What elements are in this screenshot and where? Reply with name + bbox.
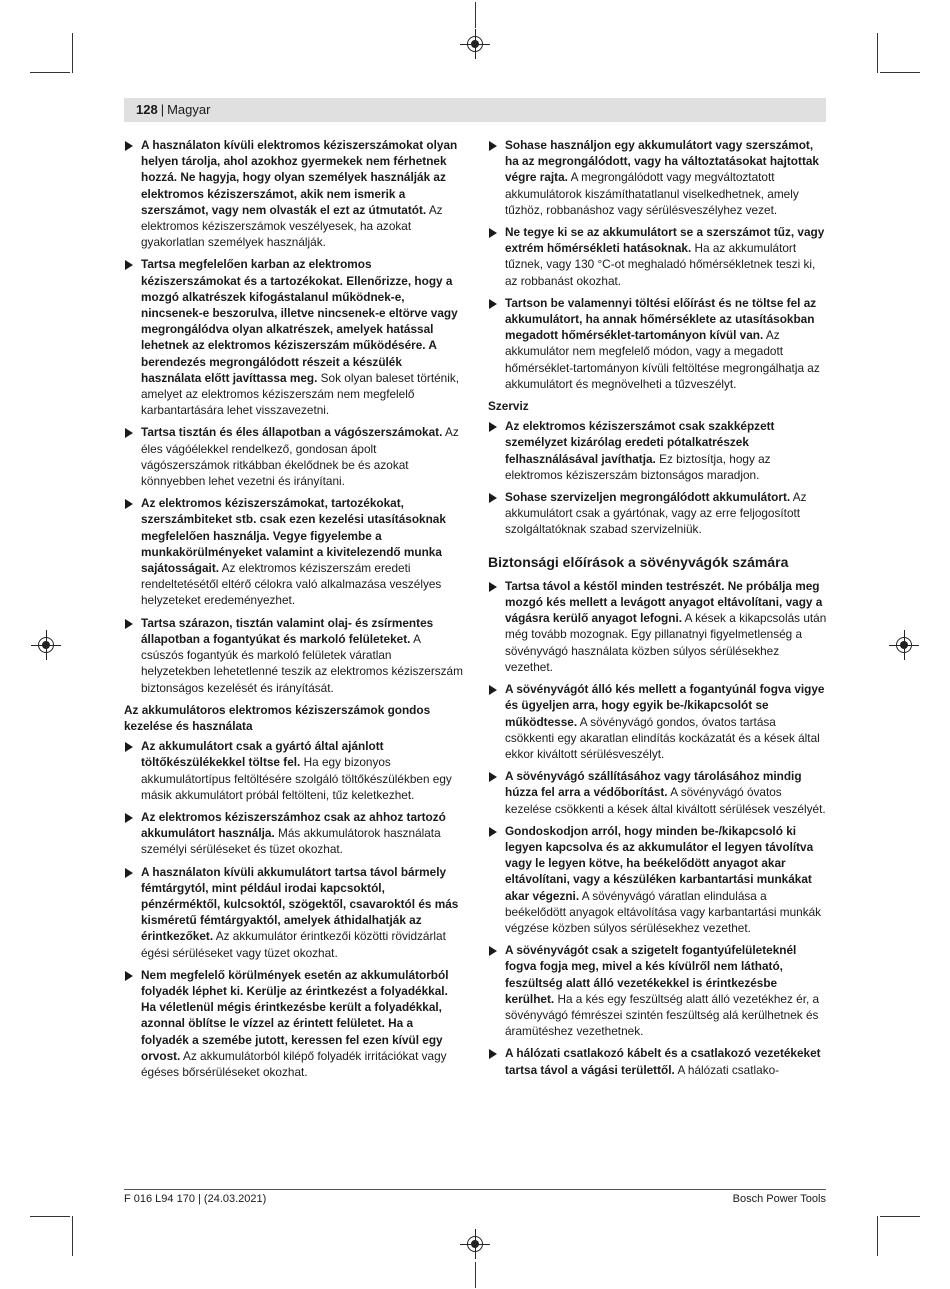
item-text: Az akkumulátort csak a gyártónak, vagy az erre feljogosított szolgáltatóknak szabad szervizelniük. <box>505 490 807 537</box>
item-text: Más akkumulátorok használata személyi sérüléseket és tüzet okozhat. <box>141 826 441 857</box>
item-bold-text: Tartsa megfelelően karban az elektromos kéziszerszámokat és a tartozékokat. Ellenőrizze, hogy a mozgó alkatrészek kifogástalanul működnek-e, nincsenek-e beszorulva, illetve nincsenek-e eltörve vagy megrongálódva olyan alkatrészek, amelyek hatással lehetnek az elektromos kéziszerszám működésére. A berendezés megrongálódott részeit a készülék használata előtt javíttassa meg. <box>141 257 458 385</box>
list-item <box>488 681 828 762</box>
left-subheading: Az akkumulátoros elektromos kéziszerszámok gondos kezelése és használata <box>124 702 431 733</box>
item-text: Sok olyan baleset történik, amelyet az elektromos kéziszerszám nem megfelelő karbantartására lehet visszavezetni. <box>141 370 460 418</box>
list-item <box>488 137 828 218</box>
footer-code: F 016 L94 170 | (24.03.2021) <box>124 1193 267 1205</box>
list-item <box>488 418 828 483</box>
item-text: Ha egy bizonyos akkumulátortípus feltöltésére szolgáló töltőkészülékben egy másik akkumulátort próbál feltölteni, tűz keletkezhet. <box>141 755 452 802</box>
registration-mark <box>896 637 912 653</box>
item-bold-text: Ne tegye ki se az akkumulátort se a szerszámot tűz, vagy extrém hőmérsékleti hatásoknak. <box>505 225 825 256</box>
right-items-b <box>488 418 828 537</box>
right-column <box>488 137 828 1084</box>
item-text: Az éles vágóélekkel rendelkező, gondosan ápolt vágószerszámok ritkábban ékelődnek be és azokat könnyebben lehet vezetni és irányítani. <box>141 425 459 489</box>
item-bold-text: Tartsa tisztán és éles állapotban a vágószerszámokat. <box>141 425 443 440</box>
list-item <box>488 942 828 1039</box>
footer-brand: Bosch Power Tools <box>732 1193 826 1205</box>
item-bold-text: Nem megfelelő körülmények esetén az akkumulátorból folyadék léphet ki. Kerülje az érintkezést a folyadékkal. Ha véletlenül mégis érintkezésbe került a folyadékkal, azonnal öblítse le vízzel az érintett felületet. Ha a folyadék a szemébe jutott, keressen fel ezen kívül egy orvost. <box>141 967 449 1063</box>
list-item <box>488 295 828 392</box>
item-bold-text: A hálózati csatlakozó kábelt és a csatlakozó vezetékeket tartsa távol a vágási területtől. <box>505 1046 821 1077</box>
crop-mark <box>475 2 476 28</box>
item-bold-text: Sohase használjon egy akkumulátort vagy szerszámot, ha az megrongálódott, vagy ha változtatásokat hajtottak végre rajta. <box>505 138 819 185</box>
item-bold-text: Az elektromos kéziszerszámhoz csak az ahhoz tartozó akkumulátort használja. <box>141 809 446 841</box>
crop-mark <box>880 1216 920 1217</box>
crop-mark <box>72 1216 73 1256</box>
crop-mark <box>30 72 70 73</box>
right-subheading: Szerviz <box>488 399 529 414</box>
list-item <box>488 224 828 289</box>
item-text: Ez biztosítja, hogy az elektromos kéziszerszám biztonságos maradjon. <box>505 451 771 482</box>
item-text: A sövényvágó óvatos kezelése csökkenti a kések által kiváltott sérülések veszélyét. <box>505 785 826 816</box>
crop-mark <box>877 33 878 73</box>
list-item <box>488 823 828 936</box>
list-item <box>124 967 464 1080</box>
bullet-triangle-icon <box>125 868 133 878</box>
right-items-c <box>488 578 828 1078</box>
bullet-triangle-icon <box>125 742 133 752</box>
item-text: Ha az akkumulátort tűznek, vagy 130 °C-ot meghaladó hőmérsékletnek teszi ki, az robbanást okozhat. <box>505 241 816 288</box>
bullet-triangle-icon <box>125 619 133 629</box>
item-text: A sövényvágó gondos, óvatos tartása csökkenti egy akaratlan elindítás kockázatát és a kések által ekkor kiváltott sérülésveszélyt. <box>505 714 820 761</box>
page-header <box>124 98 826 122</box>
left-column <box>124 137 464 1086</box>
bullet-triangle-icon <box>489 228 497 238</box>
item-bold-text: A sövényvágó szállításához vagy tárolásához mindig húzza fel arra a védőborítást. <box>505 769 802 800</box>
item-text: Az elektromos kéziszerszám eredeti rendeltetésétől eltérő célokra való alkalmazása veszélyes helyzeteket eredeményezhet. <box>141 561 442 608</box>
footer-rule <box>124 1189 826 1190</box>
bullet-triangle-icon <box>489 946 497 956</box>
item-bold-text: A használaton kívüli akkumulátort tartsa távol bármely fémtárgytól, mint például irodai kapcsoktól, pénzérméktől, kulcsoktól, szögektől, csavaroktól és más kisméretű fémtárgyaktól, amelyek áthidalhatják az érintkezőket. <box>141 864 459 944</box>
bullet-triangle-icon <box>125 813 133 823</box>
registration-mark <box>467 36 483 52</box>
item-text: Ha a kés egy feszültség alatt álló vezetékhez ér, a sövényvágó fémrészei szintén feszültség alá kerülhetnek és áramütéshez vezethetnek. <box>505 991 820 1039</box>
bullet-triangle-icon <box>489 582 497 592</box>
list-item <box>124 424 464 489</box>
list-item <box>488 768 828 817</box>
bullet-triangle-icon <box>489 141 497 151</box>
list-item <box>488 578 828 675</box>
bullet-triangle-icon <box>489 422 497 432</box>
item-bold-text: Az elektromos kéziszerszámokat, tartozékokat, szerszámbiteket stb. csak ezen kezelési utasításoknak megfelelően használja. Vegye figyelembe a munkakörülményeket valamint a kivitelezendő munka sajátosságait. <box>141 496 446 576</box>
list-item <box>124 864 464 961</box>
item-bold-text: Tartson be valamennyi töltési előírást és ne töltse fel az akkumulátort, ha annak hőmérséklete az utasításokban megadott hőmérséklet-tartományon kívül van. <box>505 295 817 343</box>
bullet-triangle-icon <box>489 827 497 837</box>
bullet-triangle-icon <box>125 499 133 509</box>
item-bold-text: A sövényvágót álló kés mellett a fogantyúnál fogva vigye és ügyeljen arra, hogy egyik be-/kikapcsolót se működtesse. <box>505 682 825 729</box>
item-bold-text: Tartsa szárazon, tisztán valamint olaj- és zsírmentes állapotban a fogantyúkat és markoló felületeket. <box>141 615 434 646</box>
crop-mark <box>30 1216 70 1217</box>
item-bold-text: Az akkumulátort csak a gyártó által ajánlott töltőkészülékekkel töltse fel. <box>141 739 384 770</box>
bullet-triangle-icon <box>125 971 133 981</box>
section-title: Biztonsági előírások a sövényvágók számára <box>488 553 789 570</box>
bullet-triangle-icon <box>489 493 497 503</box>
item-bold-text: Sohase szervizeljen megrongálódott akkumulátort. <box>505 490 791 505</box>
item-bold-text: Tartsa távol a késtől minden testrészét. Ne próbálja meg mozgó kés mellett a levágott anyagot eltávolítani, vagy a vágásra kerülő anyagot lefogni. <box>505 578 823 626</box>
list-item <box>488 489 828 538</box>
registration-mark <box>467 1236 483 1252</box>
item-bold-text: Gondoskodjon arról, hogy minden be-/kikapcsoló ki legyen kapcsolva és az akkumulátor el legyen távolítva vagy le legyen kötve, ha beékelődött anyagot akar eltávolítani, vagy a készüléken karbantartási munkákat akar végezni. <box>505 823 814 903</box>
list-item <box>124 809 464 858</box>
crop-mark <box>880 72 920 73</box>
list-item <box>124 615 464 696</box>
crop-mark <box>72 33 73 73</box>
bullet-triangle-icon <box>125 260 133 270</box>
item-text: A megrongálódott vagy megváltoztatott akkumulátorok kiszámíthatatlanul viselkedhetnek, amely tűzhöz, robbanáshoz vagy sérülésveszélyhez vezet. <box>505 170 799 217</box>
item-text: A hálózati csatlako- <box>674 1062 780 1077</box>
bullet-triangle-icon <box>489 1049 497 1059</box>
bullet-triangle-icon <box>125 428 133 438</box>
language-label: Magyar <box>167 102 211 117</box>
bullet-triangle-icon <box>489 685 497 695</box>
header-separator: | <box>160 102 165 117</box>
list-item <box>488 1045 828 1077</box>
item-bold-text: A használaton kívüli elektromos kéziszerszámokat olyan helyen tárolja, ahol azokhoz gyermekek nem férhetnek hozzá. Ne hagyja, hogy olyan személyek használják az elektromos kéziszerszámot, akik nem ismerik a szerszámot, vagy nem olvasták el ezt az útmutatót. <box>141 138 458 217</box>
list-item <box>124 137 464 250</box>
bullet-triangle-icon <box>489 299 497 309</box>
registration-mark <box>38 637 54 653</box>
item-bold-text: Az elektromos kéziszerszámot csak szakképzett személyzet kizárólag eredeti pótalkatrészek felhasználásával javíthatja. <box>505 419 775 466</box>
page-number: 128 <box>136 102 158 117</box>
item-bold-text: A sövényvágót csak a szigetelt fogantyúfelületeknél fogva fogja meg, mivel a kés kívülről nem látható, feszültség alatt álló vezetékekkel is érintkezésbe kerülhet. <box>505 943 797 1006</box>
item-text: A kések a kikapcsolás után még tovább mozognak. Egy pillanatnyi figyelmetlenség a sövényvágó használata közben súlyos sérülésekhez vezethet. <box>505 611 827 674</box>
item-text: Az akkumulátorból kilépő folyadék irritációkat vagy égéses bőrsérüléseket okozhat. <box>141 1048 447 1079</box>
item-text: Az elektromos kéziszerszámok veszélyesek, ha azokat gyakorlatlan személyek használják. <box>141 202 443 250</box>
item-text: A sövényvágó váratlan elindulása a beékelődött anyagok eltávolítása vagy karbantartási munkák végzése közben súlyos sérülésekhez vezethet. <box>505 888 822 935</box>
item-text: Az akkumulátor nem megfelelő módon, vagy a megadott hőmérséklet-tartományon kívüli feltöltése megrongálhatja az akkumulátort és megnövelheti a tűzveszélyt. <box>505 328 820 391</box>
list-item <box>124 256 464 418</box>
left-items-b <box>124 738 464 1080</box>
item-text: Az akkumulátor érintkezői közötti rövidzárlat égési sérüléseket vagy tüzet okozhat. <box>141 929 446 960</box>
crop-mark <box>877 1216 878 1256</box>
bullet-triangle-icon <box>125 141 133 151</box>
right-items-a <box>488 137 828 392</box>
crop-mark <box>475 1262 476 1288</box>
left-items-a <box>124 137 464 696</box>
bullet-triangle-icon <box>489 772 497 782</box>
item-text: A csúszós fogantyúk és markoló felületek váratlan helyzetekben lehetetlenné teszik az elektromos kéziszerszám biztonságos kezelését és irányítását. <box>141 631 463 695</box>
list-item <box>124 495 464 608</box>
list-item <box>124 738 464 803</box>
